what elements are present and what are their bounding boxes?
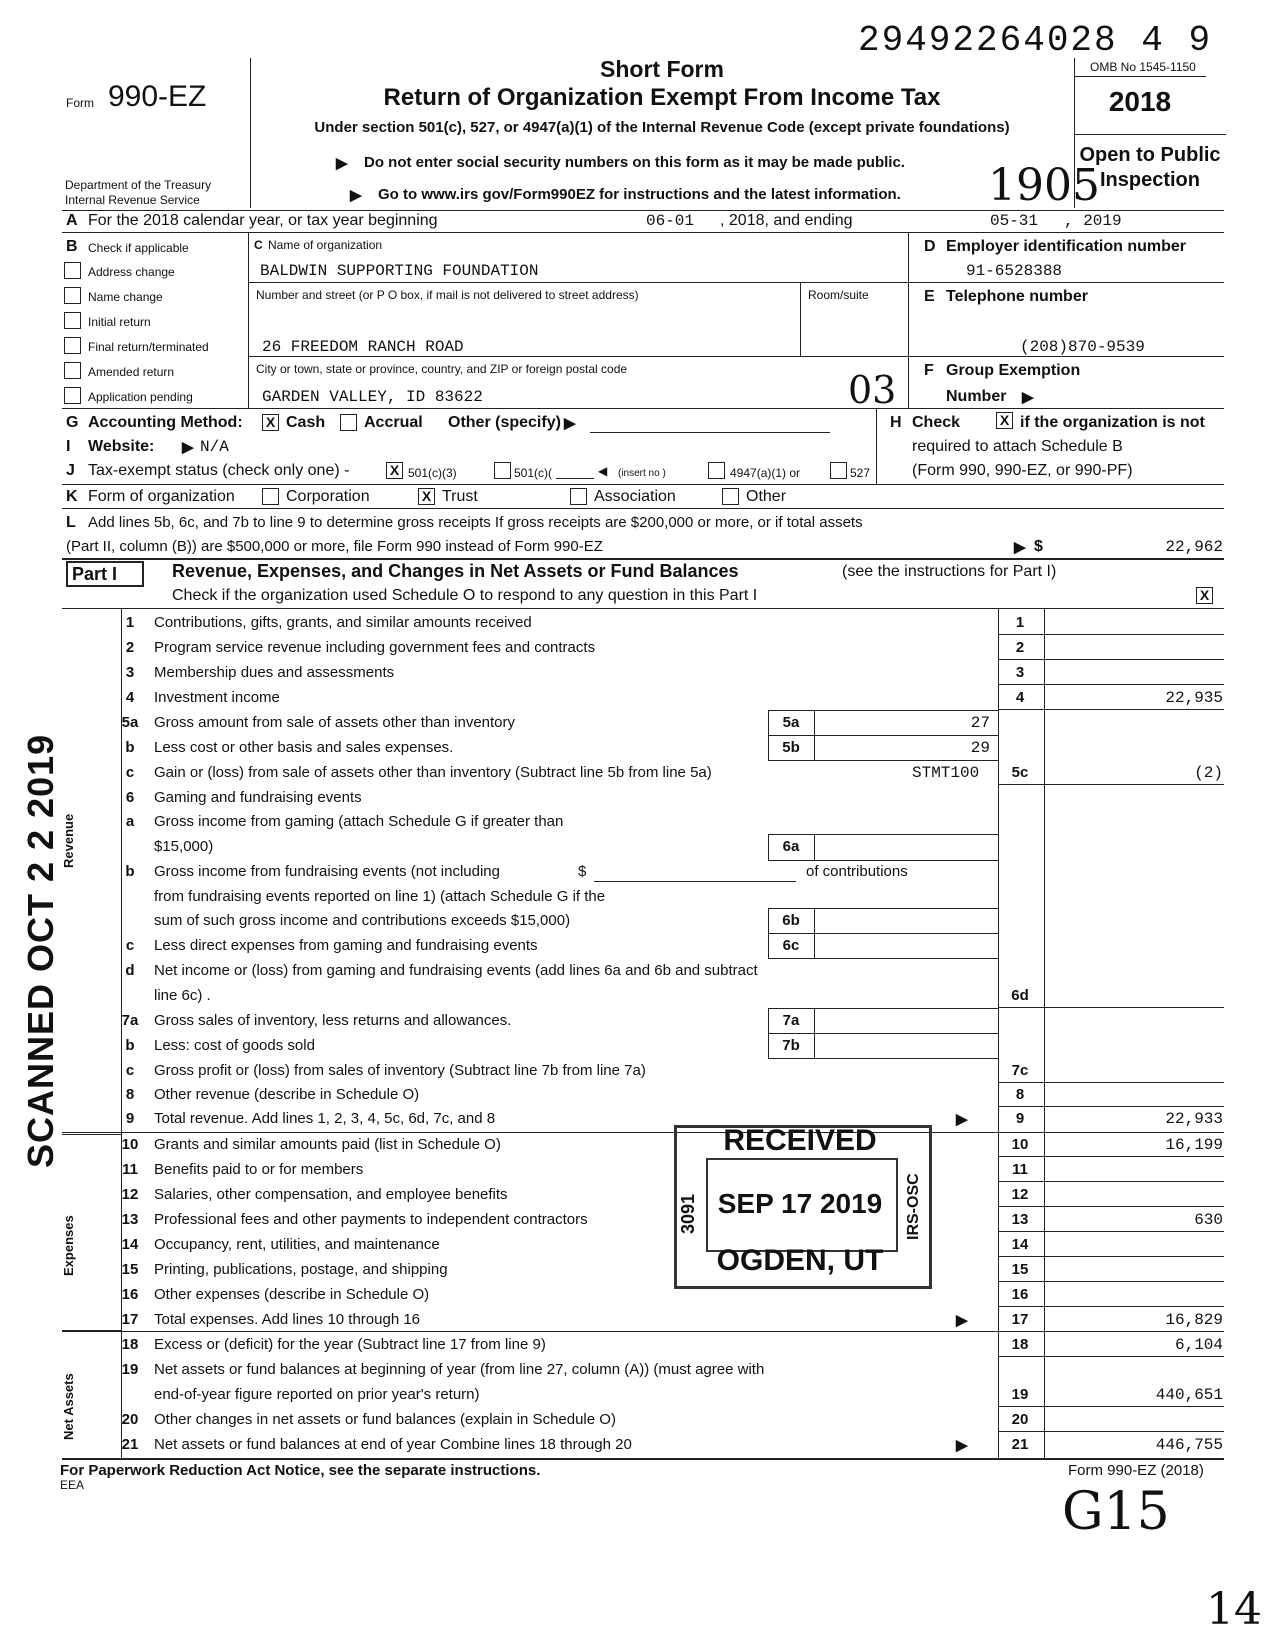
line-6c-box: 6c — [782, 937, 800, 954]
line-19-num: 19 — [121, 1361, 139, 1378]
line-5b-amount: 29 — [970, 739, 990, 757]
part1-title: Revenue, Expenses, and Changes in Net Assets or Fund Balances — [172, 561, 739, 581]
form-reference: Form 990-EZ (2018) — [1068, 1462, 1204, 1479]
line-4-amount: 22,935 — [1165, 689, 1223, 707]
line-1-text: Contributions, gifts, grants, and similar amounts received — [154, 614, 532, 631]
trust-label: Trust — [442, 488, 478, 505]
insert-no-label: (insert no ) — [618, 468, 666, 479]
form-label: Form — [66, 96, 94, 110]
line-11-text: Benefits paid to or for members — [154, 1161, 364, 1178]
line-1-box: 1 — [1015, 614, 1025, 631]
line-6d-text: Net income or (loss) from gaming and fundraising events (add lines 6a and 6b and subtract — [154, 962, 758, 979]
handwritten-code: 1905 — [988, 160, 1100, 211]
final-return-checkbox[interactable] — [64, 337, 81, 354]
line-4-box: 4 — [1015, 689, 1025, 706]
line-6a-text: Gross income from gaming (attach Schedule G if greater than — [154, 813, 564, 830]
line-6a-text2: $15,000) — [154, 838, 214, 855]
line-13-num: 13 — [121, 1211, 139, 1228]
tax-exempt-status-label: Tax-exempt status (check only one) - — [88, 462, 350, 479]
line-a-mid: , 2018, and ending — [720, 212, 853, 229]
website-value: N/A — [200, 438, 229, 456]
short-form-heading: Short Form — [600, 56, 724, 82]
line-6b-num: b — [125, 863, 135, 880]
stamp-left-code: 3091 — [678, 1193, 698, 1234]
line-6-num: 6 — [125, 789, 135, 806]
city-state-zip: GARDEN VALLEY, ID 83622 — [262, 388, 483, 406]
line-k-label: K — [66, 488, 78, 505]
website-label: Website: — [88, 438, 155, 455]
line-4-num: 4 — [125, 689, 135, 706]
line-12-text: Salaries, other compensation, and employee benefits — [154, 1186, 508, 1203]
tax-year-end: 05-31 — [990, 212, 1039, 230]
line-6b-text: Gross income from fundraising events (not including — [154, 863, 500, 880]
accrual-label: Accrual — [364, 414, 423, 431]
line-18-num: 18 — [121, 1336, 139, 1353]
4947-label: 4947(a)(1) or — [730, 466, 801, 480]
section-b-heading: Check if applicable — [88, 241, 189, 255]
line-6c-text: Less direct expenses from gaming and fundraising events — [154, 937, 538, 954]
line-5b-box: 5b — [782, 739, 800, 756]
line-10-amount: 16,199 — [1165, 1136, 1223, 1154]
line-6b-of-contributions: of contributions — [806, 863, 908, 880]
line-14-box: 14 — [1011, 1236, 1029, 1253]
org-name-caption: Name of organization — [268, 238, 383, 252]
insert-arrow-icon: ◀ — [598, 464, 608, 478]
line-h-label: H — [890, 414, 902, 431]
line-4-text: Investment income — [154, 689, 280, 706]
4947-checkbox[interactable] — [708, 462, 725, 479]
form-number: 990-EZ — [108, 80, 207, 113]
line-6b-text3: sum of such gross income and contributions exceeds $15,000) — [154, 912, 571, 929]
line-12-num: 12 — [121, 1186, 139, 1203]
line-5c-num: c — [125, 764, 135, 781]
tax-year-end-year: , 2019 — [1064, 212, 1122, 230]
line-7a-text: Gross sales of inventory, less returns and allowances. — [154, 1012, 512, 1029]
scanned-stamp: SCANNED OCT 2 2 2019 — [20, 733, 61, 1168]
line-8-num: 8 — [125, 1086, 135, 1103]
line-2-box: 2 — [1015, 639, 1025, 656]
line-5c-box: 5c — [1011, 764, 1029, 781]
other-specify-label: Other (specify) — [448, 414, 561, 431]
line-6b-dollar: $ — [578, 863, 587, 880]
line-j-label: J — [66, 462, 75, 479]
line-1-num: 1 — [125, 614, 135, 631]
line-i-label: I — [66, 438, 71, 455]
city-caption: City or town, state or province, country, and ZIP or foreign postal code — [256, 362, 628, 376]
line-a-label: A — [66, 212, 78, 229]
line-3-text: Membership dues and assessments — [154, 664, 395, 681]
line-15-text: Printing, publications, postage, and shipping — [154, 1261, 448, 1278]
gross-receipts-arrow-icon: ▶ — [1014, 539, 1026, 556]
501c-checkbox[interactable] — [494, 462, 511, 479]
website-arrow-icon: ▶ — [182, 439, 194, 456]
corporation-label: Corporation — [286, 488, 370, 505]
stamp-location-text: OGDEN, UT — [716, 1244, 884, 1277]
side-label-net-assets: Net Assets — [61, 1373, 76, 1440]
line-20-box: 20 — [1011, 1411, 1029, 1428]
line-l-label: L — [66, 514, 76, 531]
line-5b-num: b — [125, 739, 135, 756]
line-15-num: 15 — [121, 1261, 139, 1278]
org-name: BALDWIN SUPPORTING FOUNDATION — [260, 262, 539, 280]
line-20-text: Other changes in net assets or fund balances (explain in Schedule O) — [154, 1411, 616, 1428]
line-10-box: 10 — [1011, 1136, 1029, 1153]
name-change-checkbox[interactable] — [64, 287, 81, 304]
ein-caption: Employer identification number — [946, 238, 1187, 255]
line-l-text2: (Part II, column (B)) are $500,000 or more, file Form 990 instead of Form 990-EZ — [66, 538, 603, 555]
initial-return-checkbox[interactable] — [64, 312, 81, 329]
line-7b-text: Less: cost of goods sold — [154, 1037, 315, 1054]
line-7c-text: Gross profit or (loss) from sales of inventory (Subtract line 7b from line 7a) — [154, 1062, 646, 1079]
telephone-value: (208)870-9539 — [1020, 338, 1145, 356]
line-5a-amount: 27 — [970, 714, 990, 732]
ein-value: 91-6528388 — [966, 262, 1063, 280]
501c3-checkbox[interactable]: X — [386, 462, 403, 479]
line-5c-statement: STMT100 — [912, 764, 980, 782]
501c3-label: 501(c)(3) — [408, 466, 457, 480]
line-5c-amount: (2) — [1194, 764, 1223, 782]
line-9-text: Total revenue. Add lines 1, 2, 3, 4, 5c, 6d, 7c, and 8 — [154, 1110, 496, 1127]
line-10-num: 10 — [121, 1136, 139, 1153]
tax-year-begin: 06-01 — [646, 212, 695, 230]
line-21-text: Net assets or fund balances at end of year Combine lines 18 through 20 — [154, 1436, 632, 1453]
handwritten-g15: G15 — [1062, 1482, 1170, 1542]
address-change-checkbox[interactable] — [64, 262, 81, 279]
gross-receipts-dollar: $ — [1034, 538, 1043, 555]
dept-line1: Department of the Treasury — [65, 178, 212, 192]
line-21-arrow-icon: ▶ — [956, 1437, 968, 1454]
line-15-box: 15 — [1011, 1261, 1029, 1278]
line-5a-num: 5a — [121, 714, 139, 731]
line-h-check-label: Check — [912, 414, 961, 431]
street-caption: Number and street (or P O box, if mail is not delivered to street address) — [256, 288, 639, 302]
dln-number: 29492264028 4 9 — [858, 20, 1213, 61]
line-h-desc3: (Form 990, 990-EZ, or 990-PF) — [912, 462, 1133, 479]
line-21-box: 21 — [1011, 1436, 1029, 1453]
ssn-notice: Do not enter social security numbers on this form as it may be made public. — [364, 154, 905, 171]
association-label: Association — [594, 488, 676, 505]
line-6a-box: 6a — [782, 838, 800, 855]
line-17-amount: 16,829 — [1165, 1311, 1223, 1329]
line-7b-box: 7b — [782, 1037, 800, 1054]
schedule-b-checkbox[interactable]: X — [996, 412, 1013, 429]
line-5c-text: Gain or (loss) from sale of assets other than inventory (Subtract line 5b from line 5a) — [154, 764, 712, 781]
line-16-num: 16 — [121, 1286, 139, 1303]
line-19-amount: 440,651 — [1155, 1386, 1223, 1404]
line-6c-num: c — [125, 937, 135, 954]
stamp-received-text: RECEIVED — [723, 1124, 877, 1157]
telephone-caption: Telephone number — [946, 288, 1088, 305]
corporation-checkbox[interactable] — [262, 488, 279, 505]
line-9-arrow-icon: ▶ — [956, 1111, 968, 1128]
part1-title-suffix: (see the instructions for Part I) — [842, 563, 1057, 580]
section-e-label: E — [924, 288, 935, 305]
line-6d-box: 6d — [1011, 987, 1029, 1004]
line-a-text: For the 2018 calendar year, or tax year beginning — [88, 212, 438, 229]
line-h-desc2: required to attach Schedule B — [912, 438, 1123, 455]
line-9-box: 9 — [1015, 1110, 1025, 1127]
form-title: Return of Organization Exempt From Income Tax — [383, 84, 941, 111]
omb-number: OMB No 1545-1150 — [1090, 60, 1196, 74]
line-6d-text2: line 6c) . — [154, 987, 211, 1004]
line-6a-num: a — [125, 813, 135, 830]
527-label: 527 — [850, 466, 871, 480]
section-b-label: B — [66, 238, 78, 255]
line-5a-box: 5a — [782, 714, 800, 731]
line-g-label: G — [66, 414, 79, 431]
stamp-date-text: SEP 17 2019 — [717, 1188, 883, 1219]
line-10-text: Grants and similar amounts paid (list in Schedule O) — [154, 1136, 501, 1153]
line-17-arrow-icon: ▶ — [956, 1312, 968, 1329]
line-16-box: 16 — [1011, 1286, 1029, 1303]
group-exemption-number: Number — [946, 388, 1007, 405]
dept-line2: Internal Revenue Service — [65, 193, 200, 207]
accrual-checkbox[interactable] — [340, 414, 357, 431]
gross-receipts-value: 22,962 — [1165, 538, 1223, 556]
section-d-label: D — [924, 238, 936, 255]
application-pending-label: Application pending — [88, 390, 193, 404]
line-19-box: 19 — [1011, 1386, 1029, 1403]
trust-checkbox[interactable]: X — [418, 488, 435, 505]
line-h-desc1: if the organization is not — [1020, 414, 1205, 431]
line-7c-num: c — [125, 1062, 135, 1079]
line-20-num: 20 — [121, 1411, 139, 1428]
other-org-checkbox[interactable] — [722, 488, 739, 505]
line-9-amount: 22,933 — [1165, 1110, 1223, 1128]
group-exemption-arrow-icon: ▶ — [1022, 389, 1034, 406]
street-address: 26 FREEDOM RANCH ROAD — [262, 338, 464, 356]
goto-notice: Go to www.irs gov/Form990EZ for instructions and the latest information. — [378, 186, 901, 203]
side-label-expenses: Expenses — [61, 1215, 76, 1276]
association-checkbox[interactable] — [570, 488, 587, 505]
line-7b-num: b — [125, 1037, 135, 1054]
line-13-box: 13 — [1011, 1211, 1029, 1228]
line-5b-text: Less cost or other basis and sales expenses. — [154, 739, 454, 756]
line-17-box: 17 — [1011, 1311, 1029, 1328]
line-8-text: Other revenue (describe in Schedule O) — [154, 1086, 420, 1103]
amended-return-checkbox[interactable] — [64, 362, 81, 379]
eea-label: EEA — [60, 1478, 85, 1492]
line-17-text: Total expenses. Add lines 10 through 16 — [154, 1311, 421, 1328]
527-checkbox[interactable] — [830, 462, 847, 479]
room-suite-caption: Room/suite — [808, 288, 869, 302]
address-change-label: Address change — [88, 265, 175, 279]
goto-notice-icon: ▶ — [350, 187, 362, 204]
line-12-box: 12 — [1011, 1186, 1029, 1203]
line-6b-box: 6b — [782, 912, 800, 929]
initial-return-label: Initial return — [88, 315, 151, 329]
line-21-num: 21 — [121, 1436, 139, 1453]
501c-label: 501(c)( — [514, 466, 553, 480]
line-7a-box: 7a — [782, 1012, 800, 1029]
tax-year: 2018 — [1108, 86, 1172, 117]
line-l-text1: Add lines 5b, 6c, and 7b to line 9 to determine gross receipts If gross receipts are $200,000 or more, or if total assets — [88, 514, 863, 531]
open-public-inspection: Open to Public Inspection — [1079, 144, 1221, 191]
section-c-label: C — [254, 238, 263, 252]
handwritten-14: 14 — [1206, 1584, 1262, 1635]
other-specify-arrow-icon: ▶ — [564, 415, 576, 432]
final-return-label: Final return/terminated — [88, 340, 209, 354]
line-3-box: 3 — [1015, 664, 1025, 681]
part1-label: Part I — [66, 561, 144, 587]
side-label-revenue: Revenue — [61, 813, 76, 868]
line-8-box: 8 — [1015, 1086, 1025, 1103]
under-section: Under section 501(c), 527, or 4947(a)(1) of the Internal Revenue Code (except private foundations) — [314, 119, 1010, 136]
line-18-box: 18 — [1011, 1336, 1029, 1353]
line-6d-num: d — [125, 962, 135, 979]
section-f-label: F — [924, 362, 934, 379]
line-21-amount: 446,755 — [1155, 1436, 1223, 1454]
line-11-box: 11 — [1012, 1161, 1028, 1178]
form-of-org-label: Form of organization — [88, 488, 235, 505]
schedule-o-check-text: Check if the organization used Schedule O to respond to any question in this Part I — [172, 587, 758, 604]
ssn-notice-icon: ▶ — [336, 155, 348, 172]
line-3-num: 3 — [125, 664, 135, 681]
line-2-num: 2 — [125, 639, 135, 656]
line-9-num: 9 — [125, 1110, 135, 1127]
line-5a-text: Gross amount from sale of assets other than inventory — [154, 714, 516, 731]
paperwork-notice: For Paperwork Reduction Act Notice, see the separate instructions. — [60, 1462, 541, 1479]
line-14-text: Occupancy, rent, utilities, and maintenance — [154, 1236, 440, 1253]
group-exemption-caption: Group Exemption — [946, 362, 1081, 379]
line-14-num: 14 — [121, 1236, 139, 1253]
line-6-text: Gaming and fundraising events — [154, 789, 362, 806]
line-11-num: 11 — [122, 1161, 138, 1178]
schedule-o-checkbox[interactable]: X — [1196, 587, 1213, 604]
line-13-text: Professional fees and other payments to independent contractors — [154, 1211, 588, 1228]
accounting-method-label: Accounting Method: — [88, 414, 243, 431]
handwritten-03: 03 — [848, 368, 897, 412]
line-19-text: Net assets or fund balances at beginning of year (from line 27, column (A)) (must agree with — [154, 1361, 765, 1378]
stamp-right-code: IRS-OSC — [905, 1173, 922, 1240]
name-change-label: Name change — [88, 290, 163, 304]
line-13-amount: 630 — [1194, 1211, 1223, 1229]
line-6b-text2: from fundraising events reported on line 1) (attach Schedule G if the — [154, 888, 606, 905]
other-org-label: Other — [746, 488, 787, 505]
amended-return-label: Amended return — [88, 365, 175, 379]
line-19-text2: end-of-year figure reported on prior year's return) — [154, 1386, 480, 1403]
line-18-text: Excess or (deficit) for the year (Subtract line 17 from line 9) — [154, 1336, 546, 1353]
line-17-num: 17 — [121, 1311, 139, 1328]
cash-label: Cash — [286, 414, 326, 431]
line-2-text: Program service revenue including government fees and contracts — [154, 639, 596, 656]
cash-checkbox[interactable]: X — [262, 414, 279, 431]
line-7a-num: 7a — [121, 1012, 139, 1029]
line-16-text: Other expenses (describe in Schedule O) — [154, 1286, 430, 1303]
line-18-amount: 6,104 — [1174, 1336, 1223, 1354]
line-7c-box: 7c — [1011, 1062, 1029, 1079]
application-pending-checkbox[interactable] — [64, 387, 81, 404]
